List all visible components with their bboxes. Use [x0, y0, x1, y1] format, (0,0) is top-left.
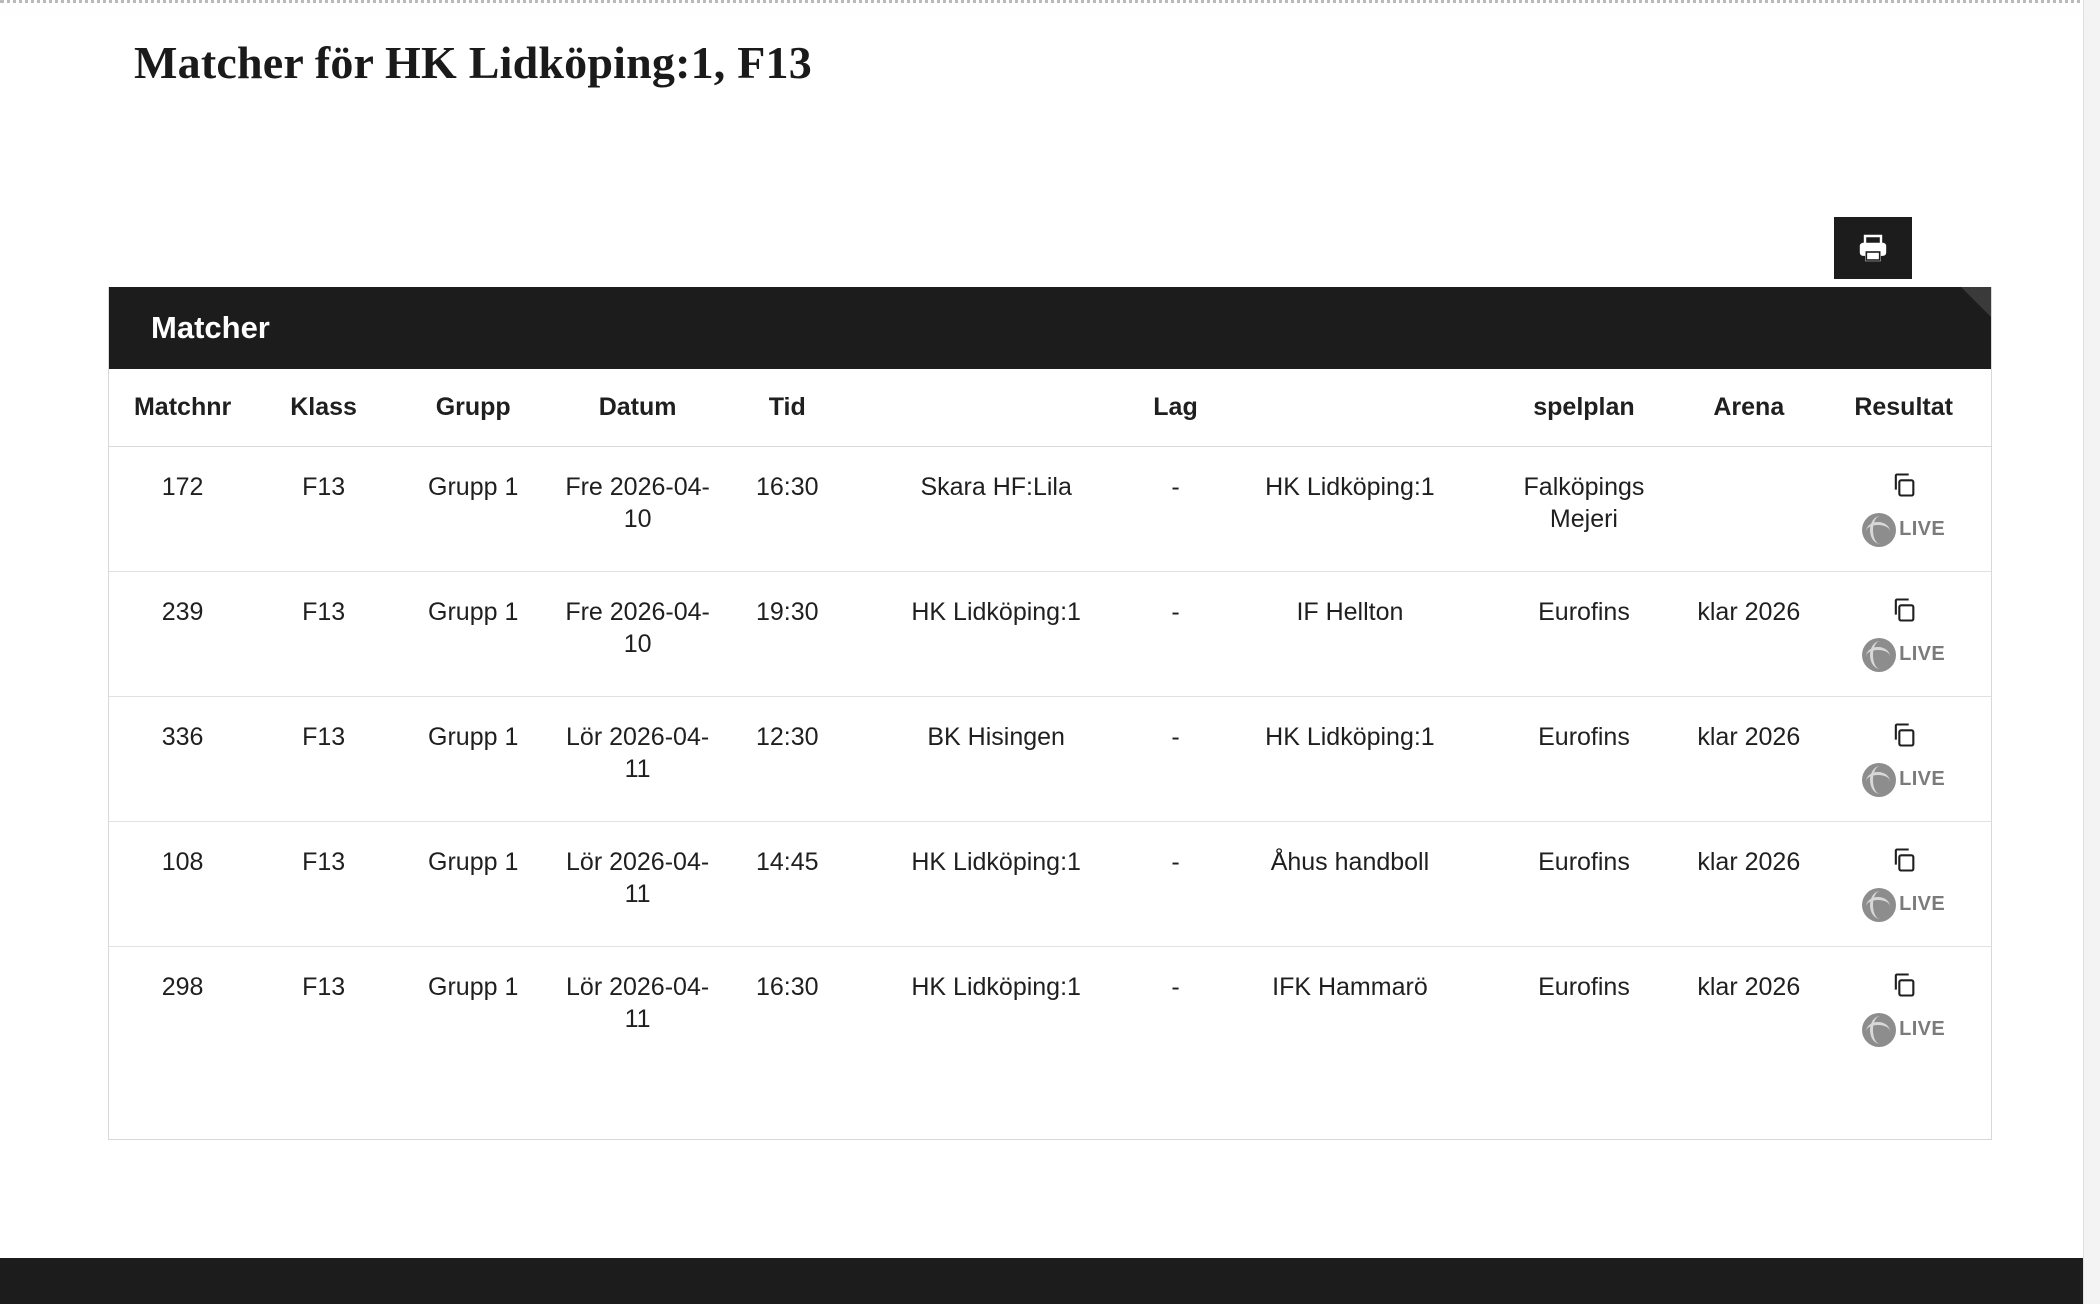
cell-matchnr: 172 — [109, 447, 256, 572]
resultat-content — [1824, 971, 1983, 1047]
cell-grupp: Grupp 1 — [428, 973, 519, 1001]
printer-icon — [1856, 232, 1890, 264]
cell-matchnr: 108 — [109, 822, 256, 947]
cell-arena: klar 2026 — [1681, 822, 1816, 947]
live-badge[interactable] — [1862, 513, 1945, 547]
table-row[interactable] — [109, 822, 1991, 947]
live-label: LIVE — [1899, 1018, 1946, 1041]
copy-icon[interactable] — [1890, 596, 1918, 632]
cell-home-team: HK Lidköping:1 — [855, 822, 1138, 947]
cell-klass: F13 — [256, 822, 391, 947]
handball-icon — [1862, 763, 1896, 797]
cell-dash: - — [1138, 447, 1214, 572]
column-header-arena[interactable]: Arena — [1681, 369, 1816, 447]
cell-spelplan: Eurofins — [1487, 822, 1682, 947]
column-header-klass[interactable]: Klass — [256, 369, 391, 447]
cell-spelplan: Falköpings Mejeri — [1487, 447, 1682, 572]
handball-icon — [1862, 638, 1896, 672]
table-row[interactable] — [109, 697, 1991, 822]
cell-resultat — [1816, 822, 1991, 947]
cell-tid: 14:45 — [720, 822, 855, 947]
cell-spelplan: Eurofins — [1487, 697, 1682, 822]
live-label: LIVE — [1899, 643, 1946, 666]
cell-resultat — [1816, 947, 1991, 1140]
cell-home-team: BK Hisingen — [855, 697, 1138, 822]
cell-datum: Fre 2026-04-10 — [555, 572, 719, 697]
cell-matchnr: 336 — [109, 697, 256, 822]
cell-arena: klar 2026 — [1681, 697, 1816, 822]
cell-tid: 19:30 — [720, 572, 855, 697]
resultat-content — [1824, 471, 1983, 547]
table-body — [109, 447, 1991, 1140]
handball-icon — [1862, 513, 1896, 547]
cell-away-team: IFK Hammarö — [1272, 973, 1428, 1001]
table-header — [109, 369, 1991, 447]
live-badge[interactable] — [1862, 888, 1945, 922]
cell-home-team: Skara HF:Lila — [855, 447, 1138, 572]
column-header-resultat[interactable]: Resultat — [1816, 369, 1991, 447]
footer-bar — [0, 1258, 2100, 1304]
cell-datum: Lör 2026-04-11 — [566, 973, 710, 1033]
column-header-home-spacer — [855, 369, 1138, 447]
cell-datum: Lör 2026-04-11 — [555, 822, 719, 947]
cell-spelplan: Eurofins — [1487, 572, 1682, 697]
copy-icon[interactable] — [1890, 846, 1918, 882]
cell-klass: F13 — [302, 973, 346, 1001]
cell-datum: Lör 2026-04-11 — [555, 697, 719, 822]
column-header-matchnr[interactable]: Matchnr — [109, 369, 256, 447]
matches-table — [109, 369, 1991, 1139]
cell-grupp: Grupp 1 — [391, 697, 555, 822]
live-badge[interactable] — [1862, 638, 1945, 672]
resultat-content — [1824, 596, 1983, 672]
cell-arena — [1681, 447, 1816, 572]
column-header-datum[interactable]: Datum — [555, 369, 719, 447]
live-badge[interactable] — [1862, 763, 1945, 797]
cell-dash: - — [1171, 973, 1180, 1001]
cell-dash: - — [1138, 697, 1214, 822]
cell-klass: F13 — [256, 447, 391, 572]
cell-arena: klar 2026 — [1697, 973, 1801, 1001]
cell-klass: F13 — [256, 697, 391, 822]
cell-datum: Fre 2026-04-10 — [555, 447, 719, 572]
cell-grupp: Grupp 1 — [391, 447, 555, 572]
panel-header — [109, 287, 1991, 369]
cell-dash: - — [1138, 572, 1214, 697]
table-header-row — [109, 369, 1991, 447]
page-title: Matcher för HK Lidköping:1, F13 — [134, 37, 812, 88]
print-button[interactable] — [1834, 217, 1912, 279]
column-header-tid[interactable]: Tid — [720, 369, 855, 447]
cell-arena: klar 2026 — [1681, 572, 1816, 697]
cell-grupp: Grupp 1 — [391, 822, 555, 947]
print-toolbar — [108, 217, 1992, 279]
cell-dash: - — [1138, 822, 1214, 947]
corner-fold-decoration — [1961, 287, 1991, 317]
cell-home-team: HK Lidköping:1 — [911, 973, 1081, 1001]
cell-tid: 16:30 — [755, 973, 819, 1001]
live-label: LIVE — [1899, 768, 1946, 791]
cell-resultat — [1816, 447, 1991, 572]
cell-resultat — [1816, 572, 1991, 697]
cell-away-team: IF Hellton — [1213, 572, 1486, 697]
panel-header-title: Matcher — [151, 310, 270, 345]
cell-matchnr: 298 — [161, 973, 204, 1001]
handball-icon — [1862, 1013, 1896, 1047]
live-badge[interactable] — [1862, 1013, 1945, 1047]
cell-klass: F13 — [256, 572, 391, 697]
handball-icon — [1862, 888, 1896, 922]
cell-resultat — [1816, 697, 1991, 822]
column-header-grupp[interactable]: Grupp — [391, 369, 555, 447]
matcher-panel — [108, 287, 1992, 1140]
copy-icon[interactable] — [1890, 971, 1918, 1007]
cell-tid: 12:30 — [720, 697, 855, 822]
column-header-lag[interactable]: Lag — [1138, 369, 1214, 447]
table-row[interactable] — [109, 447, 1991, 572]
cell-spelplan: Eurofins — [1538, 973, 1630, 1001]
cell-tid: 16:30 — [720, 447, 855, 572]
copy-icon[interactable] — [1890, 471, 1918, 507]
live-label: LIVE — [1899, 893, 1946, 916]
cell-matchnr: 239 — [109, 572, 256, 697]
cell-grupp: Grupp 1 — [391, 572, 555, 697]
table-row[interactable] — [109, 572, 1991, 697]
live-label: LIVE — [1899, 518, 1946, 541]
cell-away-team: Åhus handboll — [1213, 822, 1486, 947]
page-scrollbar[interactable] — [2083, 0, 2100, 1304]
table-row[interactable] — [109, 947, 1991, 1140]
copy-icon[interactable] — [1890, 721, 1918, 757]
column-header-spelplan[interactable]: spelplan — [1487, 369, 1682, 447]
resultat-content — [1824, 721, 1983, 797]
cell-away-team: HK Lidköping:1 — [1213, 447, 1486, 572]
cell-away-team: HK Lidköping:1 — [1213, 697, 1486, 822]
resultat-content — [1824, 846, 1983, 922]
cell-home-team: HK Lidköping:1 — [855, 572, 1138, 697]
column-header-away-spacer — [1213, 369, 1486, 447]
page-content — [0, 14, 2100, 1140]
